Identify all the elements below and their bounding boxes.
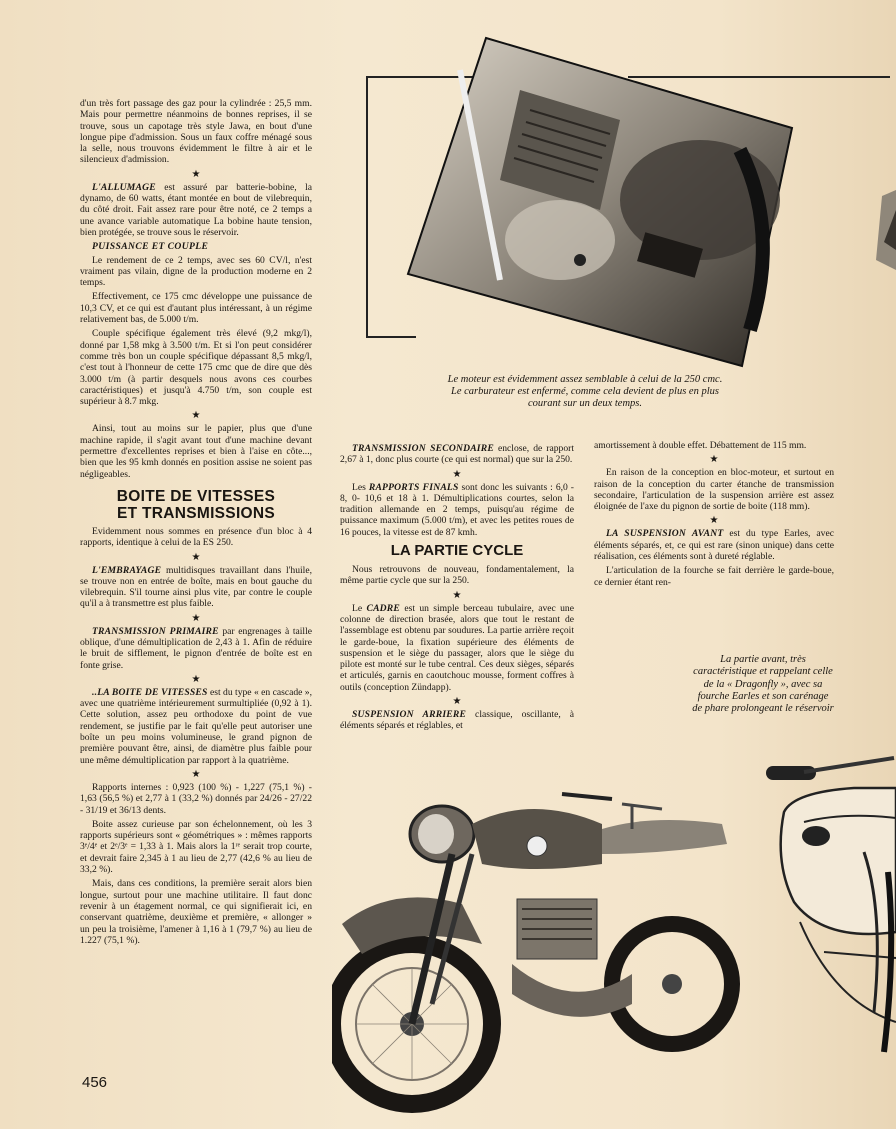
front-end-photo xyxy=(764,752,896,1072)
separator-star: ★ xyxy=(191,551,201,563)
engine-caption: Le moteur est évidemment assez semblable à celui de la 250 cmc. Le carburateur est enfermé, comme cela devient de plus en plus courant sur un deux temps. xyxy=(447,374,723,409)
paragraph-ainsi: Ainsi, tout au moins sur le papier, plus que d'une machine rapide, il s'agit avant tout d'une machine devant permettre d'excellentes reprises et bien à l'aise en côte..., bien que les 95 kmh donnés en position assise ne soient pas négligeables. xyxy=(80,423,312,480)
separator-star: ★ xyxy=(191,612,201,624)
separator-star: ★ xyxy=(709,454,719,466)
paragraph-evidemment: Evidemment nous sommes en présence d'un bloc à 4 rapports, identique à celui de la ES 250. xyxy=(80,525,312,549)
text-suspension-avant: est du type Earles, avec éléments séparés, et, ce qui est rare (sinon unique) dans cette réalisation, ces éléments sont à dureté réglable. xyxy=(594,528,834,563)
lead-suspension-arriere: SUSPENSION ARRIERE xyxy=(352,709,467,721)
subhead-puissance: PUISSANCE ET COUPLE xyxy=(92,241,209,253)
paragraph-suspension-avant xyxy=(594,528,834,562)
column-3 xyxy=(594,440,834,591)
paragraph-couple: Couple spécifique également très élevé (9,2 mkg/l), donné par 1,58 mkg à 3.500 t/m. Et si l'on peut considérer comme très bon un couple spécifique dépassant 8,5 mkg/l, c'est tout à l'honneur de cette 175 cmc que de dire que dès 3.000 t/m (à partir desquels nous avons ces courbes caractéristiques) et jusqu'à 4.750 t/m, son couple est supérieur à 8.7 mkg. xyxy=(80,328,312,408)
paragraph-embrayage xyxy=(80,565,312,610)
text-embrayage: multidisques travaillant dans l'huile, se trouve non en entrée de boîte, mais en bout gauche du vilebrequin. S'il tourne ainsi plus vite, par contre le couple qu'il a à transmettre est plus faible. xyxy=(80,564,312,610)
paragraph-mais: Mais, dans ces conditions, la première serait alors bien longue, surtout pour une machine utilitaire. Il faut donc revenir à un étagement normal, ce qui signifierait ici, en conservant quatrième, deuxième et première, « allonger » un peu la troisième, l'amener à 1,16 à 1 (79,7 %) au lieu de 1.227 (75,1 %). xyxy=(80,878,312,946)
partial-photo-right xyxy=(872,190,896,270)
front-end-image xyxy=(764,752,896,1072)
paragraph-rapports: Rapports internes : 0,923 (100 %) - 1,227 (75,1 %) - 1,63 (56,5 %) et 2,77 à 1 (33,2 %) donnés par 24/26 - 27/22 - 31/19 et 36/13 dents. xyxy=(80,781,312,816)
lead-embrayage: L'EMBRAYAGE xyxy=(92,564,162,576)
text-primaire: par engrenages à taille oblique, d'une démultiplication de 2,43 à 1. Afin de réduire le bruit de sifflement, le pignon d'entrée de boîte est en fonte grise. xyxy=(80,625,312,671)
heading-line-1: BOITE DE VITESSES xyxy=(116,487,276,505)
engine-photo xyxy=(400,30,820,390)
text-cadre: est un simple berceau tubulaire, avec une colonne de direction brasée, alors que tout le restant de l'assemblage est obtenu par soudures. La partie arrière reçoit le garde-boue, la fixation supérieure des éléments de suspension et le siège du passager, alors que le siège du pilote est monté sur le tube central. Ces deux sièges, séparés et articulés, garnis en caoutchouc mousse, forment coffres à outils (conception Zündapp). xyxy=(340,602,574,693)
partial-photo-image xyxy=(872,190,896,270)
text-boite: est du type « en cascade », avec une quatrième intérieurement surmultipliée (0,92 à 1). Cette solution, assez peu orthodoxe du point de vue rendement, se justifie par le fait qu'elle peut autoriser une boîte un peu moins volumineuse, le grand pignon de première pouvant être, ainsi, de diamètre plus faible pour une même démultiplication par rapport à la quatrième. xyxy=(80,686,313,766)
text-finals-pre: Les xyxy=(352,481,369,493)
front-caption: La partie avant, très caractéristique et rappelant celle de la « Dragonfly », avec sa fourche Earles et son carénage de phare prolongeant le réservoir xyxy=(692,654,834,715)
paragraph-raison: En raison de la conception en bloc-moteur, et surtout en raison de la conception du carter étanche de transmission secondaire, l'articulation de la suspension arrière est assez éloignée de l'axe du pignon de sortie de boite (118 mm). xyxy=(594,467,834,513)
paragraph-boite-assez: Boite assez curieuse par son échelonnement, où les 3 rapports supérieurs sont « géométriques » : mêmes rapports 3ᵉ/4ᵉ et 2ᵉ/3ᵉ = 1,33 à 1. Mais alors la 1ʳᵉ serait trop courte, et devrait faire 2,345 à 1 au lieu de 2,77 (42,6 % au lieu de 33,2 %). xyxy=(80,818,312,876)
text-cadre-pre: Le xyxy=(352,602,367,614)
separator-star: ★ xyxy=(452,589,462,601)
lead-cadre: CADRE xyxy=(366,602,400,614)
paragraph-amortissement: amortissement à double effet. Débattement de 115 mm. xyxy=(594,440,807,451)
separator-star: ★ xyxy=(191,410,201,422)
column-1 xyxy=(80,98,312,949)
separator-star: ★ xyxy=(709,515,719,527)
paragraph-finals xyxy=(340,482,574,538)
text-secondaire: enclose, de rapport 2,67 à 1, donc plus courte (ce qui est normal) que sur la 250. xyxy=(340,443,575,466)
page-number: 456 xyxy=(82,1074,108,1091)
paragraph-cadre xyxy=(340,603,574,693)
paragraph-secondaire xyxy=(340,443,574,466)
paragraph-articulation: L'articulation de la fourche se fait derrière le garde-boue, ce dernier étant ren- xyxy=(594,565,834,588)
paragraph-intake: d'un très fort passage des gaz pour la cylindrée : 25,5 mm. Mais pour permettre néanmoins de bonnes reprises, il se trouve, sous un capotage très style Jawa, en bout d'une longue pipe d'admission. Sous un faux coffre ménagé sous la selle, nous trouvons évidemment le filtre à air et le silencieux d'admission. xyxy=(80,98,312,166)
lead-boite: ..LA BOITE DE VITESSES xyxy=(92,686,208,698)
paragraph-suspension-arriere xyxy=(340,709,574,732)
lead-finals: RAPPORTS FINALS xyxy=(368,481,459,493)
lead-secondaire: TRANSMISSION SECONDAIRE xyxy=(352,443,494,454)
lead-allumage: L'ALLUMAGE xyxy=(92,181,156,193)
paragraph-effectivement: Effectivement, ce 175 cmc développe une puissance de 10,3 CV, et ce qui est d'autant plus intéressant, à un régime relativement bas, de 5.000 t/m. xyxy=(80,291,312,326)
paragraph-nous: Nous retrouvons de nouveau, fondamentalement, la même partie cycle que sur la 250. xyxy=(340,564,574,587)
text-allumage: est assuré par batterie-bobine, la dynamo, de 60 watts, étant montée en bout de vilebrequin, du côté droit. Fait assez rare pour être noté, ce 2 temps a une avance variable automatique La bobine haute tension, bien protégée, se trouve sous le réservoir. xyxy=(80,181,312,238)
section-heading-cycle: LA PARTIE CYCLE xyxy=(390,542,524,560)
lead-primaire: TRANSMISSION PRIMAIRE xyxy=(92,625,219,637)
column-2 xyxy=(340,443,574,735)
lead-suspension-avant: LA SUSPENSION AVANT xyxy=(606,528,724,540)
separator-star: ★ xyxy=(452,468,462,480)
engine-photo-image xyxy=(400,30,820,390)
separator-star: ★ xyxy=(191,168,201,180)
motorcycle-photo xyxy=(332,784,752,1129)
frame-rule-left xyxy=(366,76,368,338)
separator-star: ★ xyxy=(452,696,462,708)
separator-star: ★ xyxy=(191,673,201,685)
text-suspension-arriere: classique, oscillante, à éléments séparés et réglables, et xyxy=(340,709,575,732)
paragraph-rendement: Le rendement de ce 2 temps, avec ses 60 CV/l, n'est vraiment pas vilain, digne de la production moderne en 2 temps. xyxy=(80,254,312,289)
text-finals: sont donc les suivants : 6,0 - 8, 0- 10,6 et 18 à 1. Démultiplications courtes, selon la tradition allemande en 2 temps, puisqu'au régime de puissance maximum (5.000 t/m), et avec les petites roues de 16 pouces, la vitesse est de 87 kmh. xyxy=(340,481,574,538)
paragraph-allumage xyxy=(80,182,312,238)
paragraph-primaire xyxy=(80,626,312,671)
motorcycle-image xyxy=(332,784,752,1129)
heading-line-2: ET TRANSMISSIONS xyxy=(116,504,276,522)
paragraph-boite xyxy=(80,687,312,766)
section-heading-boite xyxy=(80,488,312,522)
separator-star: ★ xyxy=(191,768,201,780)
